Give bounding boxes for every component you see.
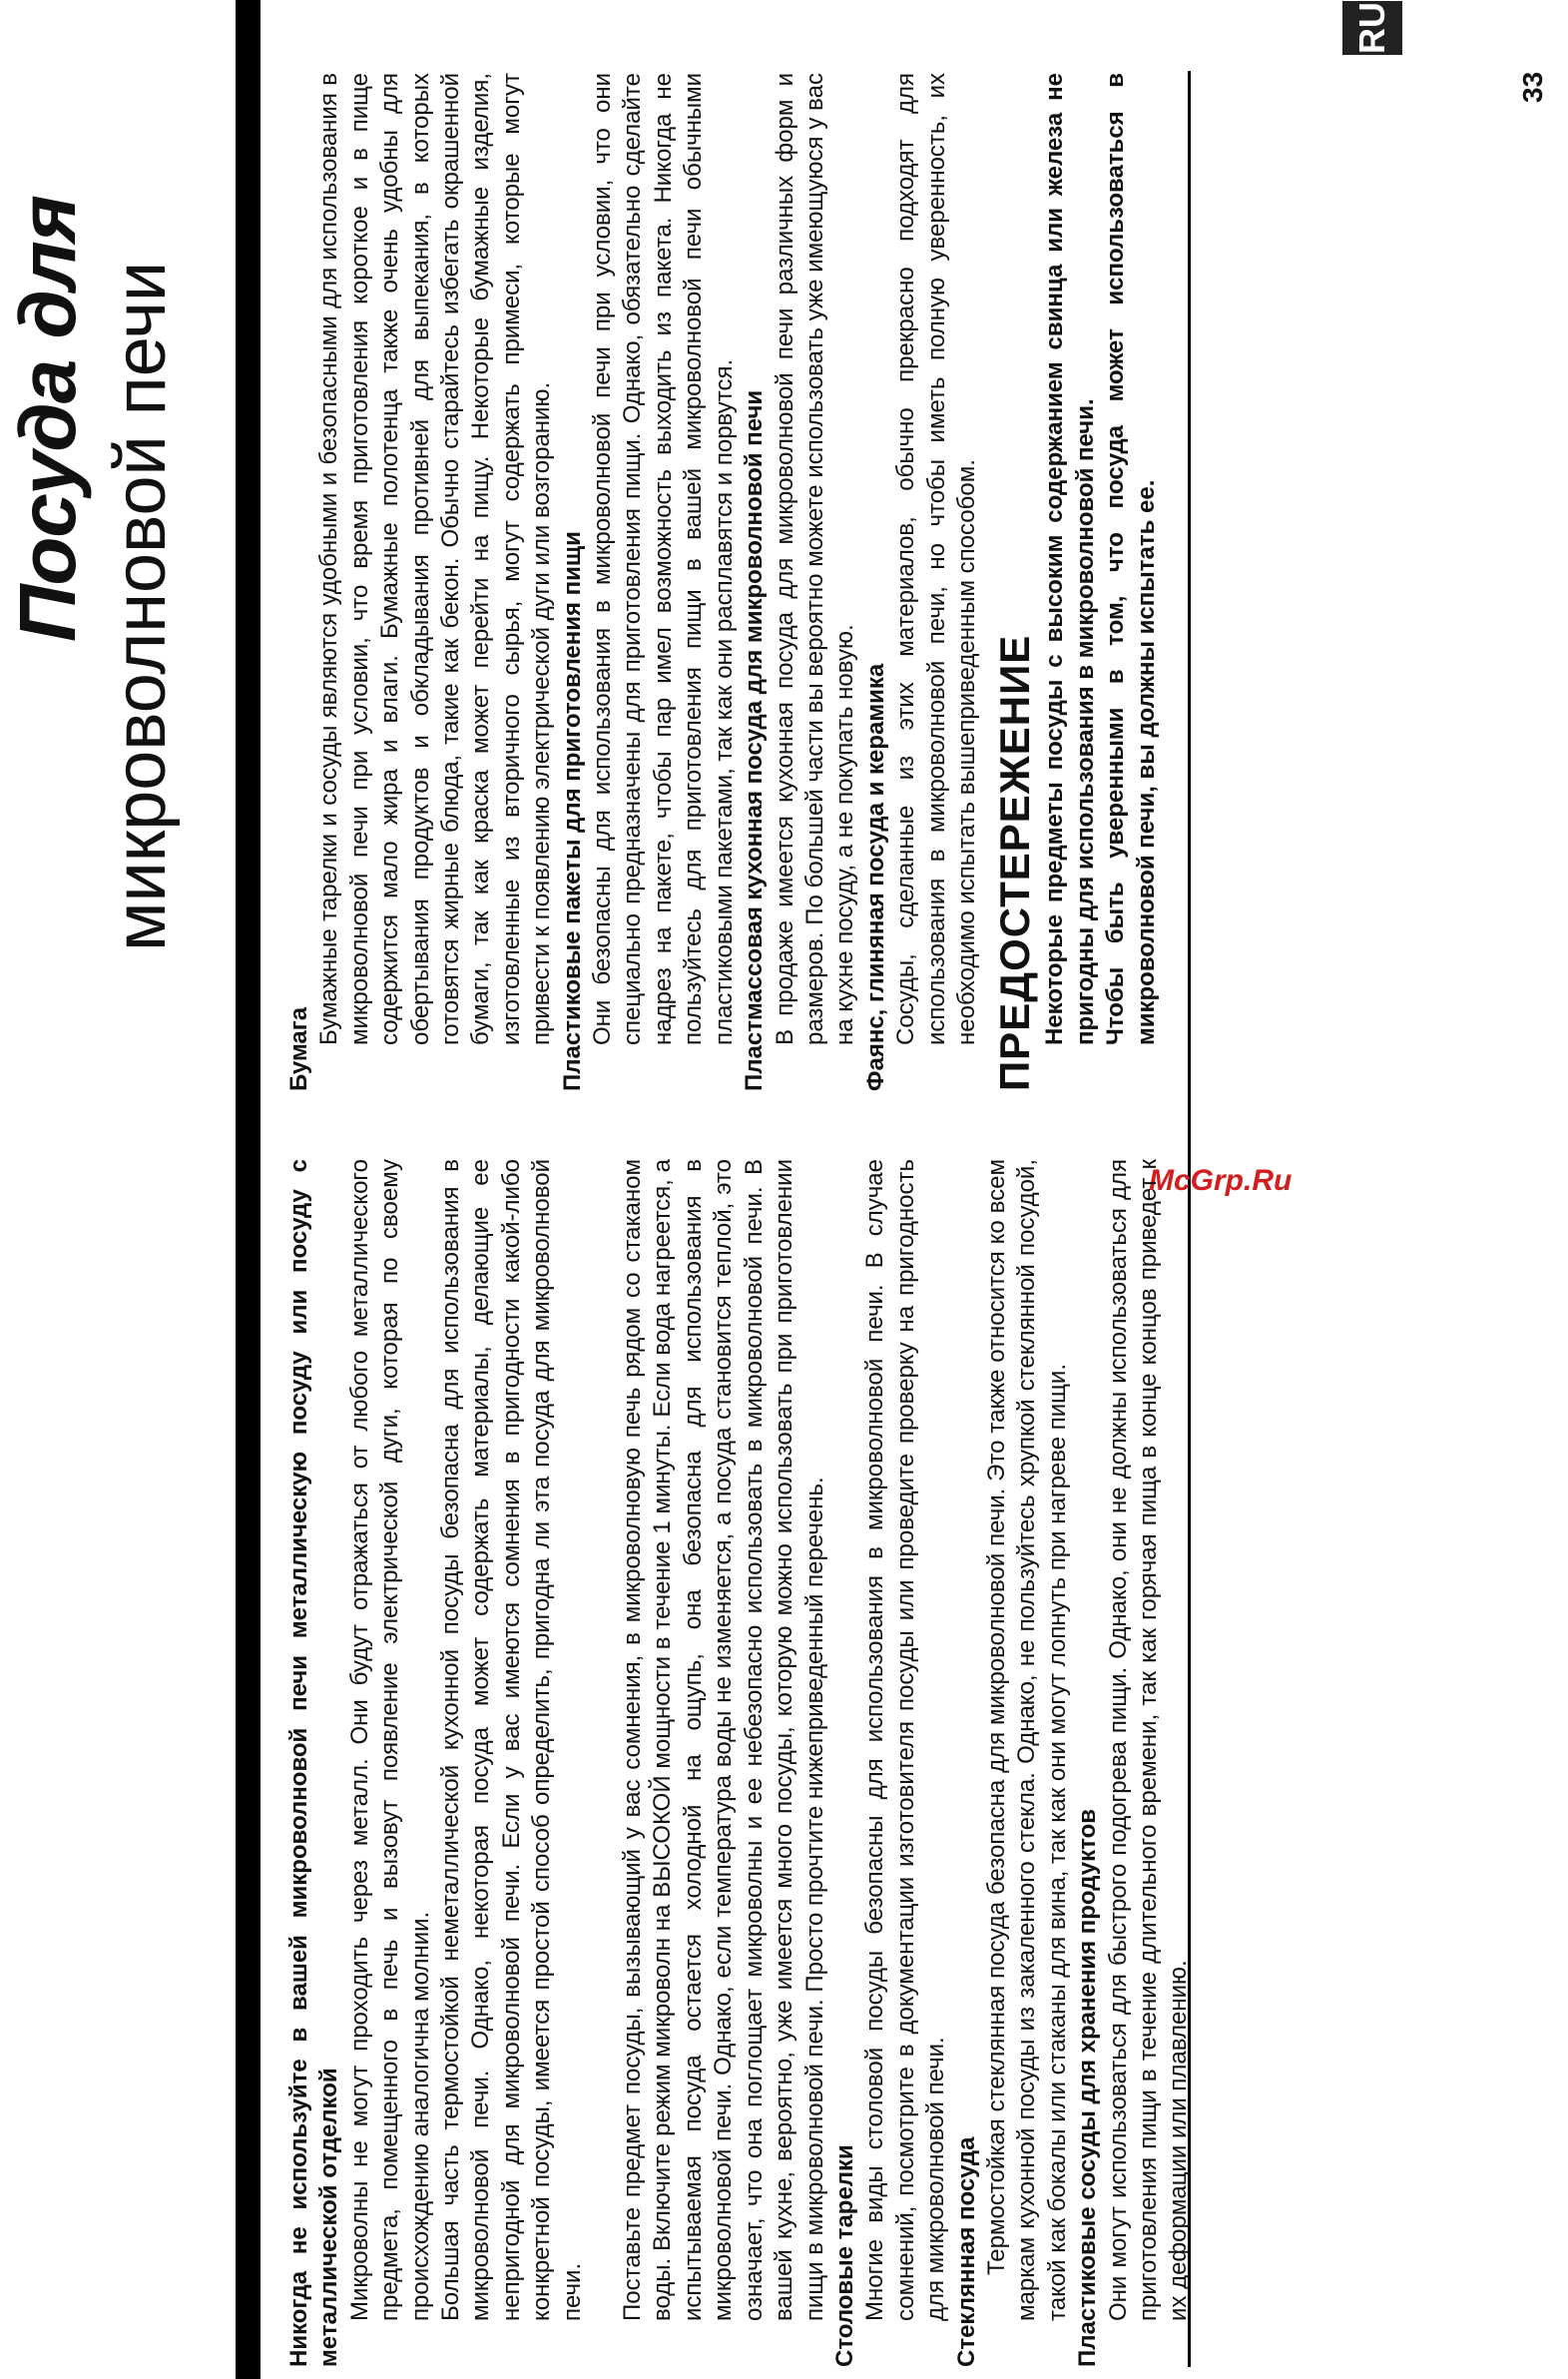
heading-paper: Бумага <box>285 1006 312 1091</box>
paragraph-plastic-bags: Они безопасны для использования в микроволновой печи при условии, что они специально предназначены для приготовления пищи. Однако, обязательно сделайте надрез на пакете, чтобы пар имел возможность выходить из пакета. Никогда не пользуйтесь для приготовления пищи в вашей микроволновой печи обычными пластиковыми пакетами, так как они расплавятся и порвутся. <box>589 73 738 1045</box>
page-subtitle: микроволновой печи <box>101 261 181 951</box>
left-column <box>284 1159 1195 2367</box>
watermark: McGrp.Ru <box>1149 1164 1293 1197</box>
language-badge: RU <box>1342 1 1402 55</box>
header-black-bar <box>236 0 261 2379</box>
page-title: Посуда для <box>3 196 92 642</box>
page-number: 33 <box>1517 71 1548 103</box>
paragraph-test: Поставьте предмет посуды, вызывающий у вас сомнения, в микроволновую печь рядом со стаканом воды. Включите режим микроволн на ВЫСОКОЙ мощности в течение 1 минуты. Если вода нагреется, а испытываемая посуда остается холодной на ощупь, она безопасна для использования в микроволновой печи. Однако, если температура воды не изменяется, а посуда становится теплой, это означает, что она поглощает микроволны и ее небезопасно использовать в микроволновой печи. В вашей кухне, вероятно, уже имеется много посуды, которую можно использовать при приготовлении пищи в микроволновой печи. Просто прочтите нижеприведенный перечень. <box>619 1159 828 2321</box>
right-column <box>284 73 1162 1091</box>
heading-tableware: Столовые тарелки <box>830 2144 858 2367</box>
paragraph-paper: Бумажные тарелки и сосуды являются удобными и безопасными для использования в микроволновой печи при условии, что время приготовления короткое и в пище содержится мало жира и влаги. Бумажные полотенца также очень удобны для обертывания продуктов и обкладывания противней для выпекания, в которых готовятся жирные блюда, такие как бекон. Обычно старайтесь избегать окрашенной бумаги, так как краска может перейти на пищу. Некоторые бумажные изделия, изготовленные из вторичного сырья, могут содержать примеси, которые могут привести к появлению электрической дуги или возгоранию. <box>315 73 556 1045</box>
heading-plastic-bags: Пластиковые пакеты для приготовления пищи <box>558 531 586 1091</box>
heading-no-metal: Никогда не используйте в вашей микроволновой печи металлическую посуду или посуду с металлической отделкой <box>285 1159 343 2367</box>
warning-text-2: Чтобы быть уверенными в том, что посуда может использоваться в микроволновой печи, вы должны испытать ее. <box>1102 73 1160 1045</box>
paragraph-plastic-containers: Они могут использоваться для быстрого подогрева пищи. Однако, они не должны использоваться для приготовления пищи в течение длительного времени, так как горячая пища в конце концов приведет к их деформации или плавлению. <box>1104 1159 1193 2321</box>
warning-title: ПРЕДОСТЕРЕЖЕНИЕ <box>991 634 1039 1091</box>
paragraph-glass: Термостойкая стеклянная посуда безопасна для микроволновой печи. Это также относится ко всем маркам кухонной посуды из закаленного стекла. Однако, не пользуйтесь хрупкой стеклянной посудой, такой как бокалы или стаканы для вина, так как они могут лопнуть при нагреве пищи. <box>982 1159 1071 2321</box>
paragraph-ceramics: Сосуды, сделанные из этих материалов, обычно прекрасно подходят для использования в микроволновой печи, но чтобы иметь полную уверенность, их необходимо испытать вышеприведенным способом. <box>892 73 980 1045</box>
warning-text-1: Некоторые предметы посуды с высоким содержанием свинца или железа не пригодны для использования в микроволновой печи. <box>1041 73 1099 1045</box>
heading-glass: Стеклянная посуда <box>952 2136 980 2367</box>
paragraph-metal: Микроволны не могут проходить через металл. Они будут отражаться от любого металлического предмета, помещенного в печь и вызовут появление электрической дуги, которая по своему происхождению аналогична молнии. <box>345 1159 434 2321</box>
paragraph-tableware: Многие виды столовой посуды безопасны для использования в микроволновой печи. В случае сомнений, посмотрите в документации изготовителя посуды или проведите проверку на пригодность для микроволновой печи. <box>861 1159 950 2321</box>
paragraph-plastic-cookware: В продаже имеется кухонная посуда для микроволновой печи различных форм и размеров. По большей части вы вероятно можете использовать уже имеющуюся у вас на кухне посуду, а не покупать новую. <box>771 73 859 1045</box>
heading-plastic-containers: Пластиковые сосуды для хранения продуктов <box>1074 1808 1102 2367</box>
heading-ceramics: Фаянс, глиняная посуда и керамика <box>861 663 889 1091</box>
heading-plastic-cookware: Пластмассовая кухонная посуда для микроволновой печи <box>741 389 769 1091</box>
paragraph-nonmetal: Большая часть термостойкой неметаллической кухонной посуды безопасна для использования в микроволновой печи. Однако, некоторая посуда может содержать материалы, делающие ее непригодной для микроволновой печи. Если у вас имеются сомнения в пригодности какой-либо конкретной посуды, имеется простой способ определить, пригодна ли эта посуда для микроволновой печи. <box>437 1159 586 2321</box>
